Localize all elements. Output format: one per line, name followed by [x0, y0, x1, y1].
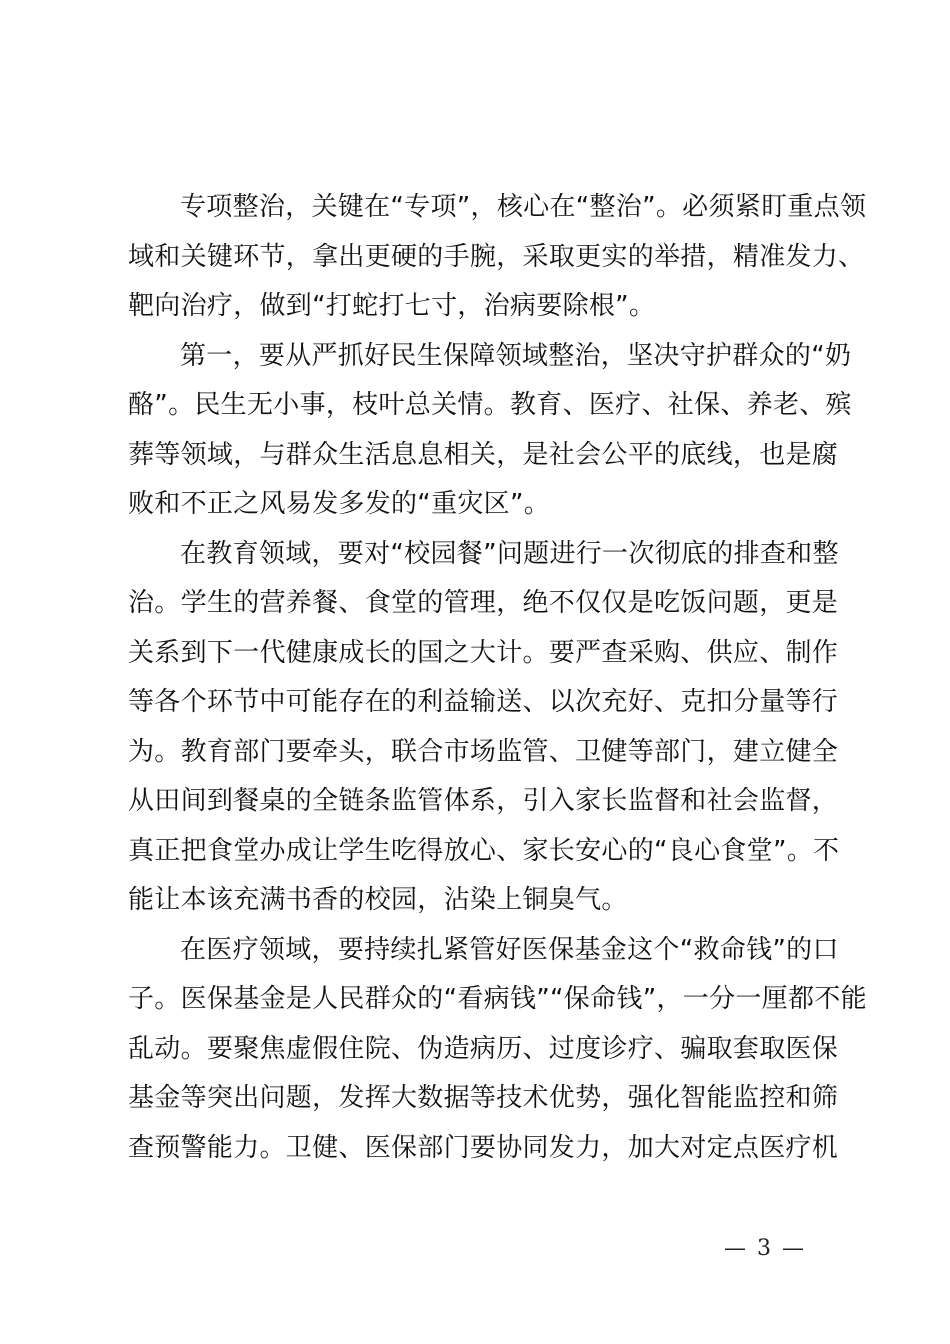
text-line: 在医疗领域，要持续扎紧管好医保基金这个“救命钱”的口 — [180, 934, 839, 965]
text-line: 域和关键环节，拿出更硬的手腕，采取更实的举措，精准发力、 — [128, 241, 865, 272]
paragraph-1 — [128, 183, 867, 332]
text-line: 基金等突出问题，发挥大数据等技术优势，强化智能监控和筛 — [128, 1083, 839, 1113]
paragraph-2 — [128, 332, 852, 530]
text-line: 真正把食堂办成让学生吃得放心、家长安心的“良心食堂”。不 — [128, 835, 840, 866]
text-line: 能让本该充满书香的校园，沾染上铜臭气。 — [128, 885, 628, 915]
text-line: 专项整治，关键在“专项”，核心在“整治”。必须紧盯重点领 — [180, 192, 867, 222]
paragraph-4 — [128, 926, 867, 1174]
text-line: 靶向治疗，做到“打蛇打七寸，治病要除根”。 — [128, 291, 656, 321]
text-line: 第一，要从严抓好民生保障领域整治，坚决守护群众的“奶 — [180, 340, 852, 371]
text-line: 酪”。民生无小事，枝叶总关情。教育、医疗、社保、养老、殡 — [128, 390, 852, 420]
document-body — [128, 183, 867, 1173]
page-number: — 3 — — [724, 1236, 806, 1261]
text-line: 等各个环节中可能存在的利益输送、以次充好、克扣分量等行 — [128, 687, 839, 717]
text-line: 为。教育部门要牵头，联合市场监管、卫健等部门，建立健全 — [128, 736, 839, 767]
text-line: 治。学生的营养餐、食堂的管理，绝不仅仅是吃饭问题，更是 — [128, 588, 839, 618]
text-line: 关系到下一代健康成长的国之大计。要严查采购、供应、制作 — [128, 637, 839, 668]
text-line: 查预警能力。卫健、医保部门要协同发力，加大对定点医疗机 — [128, 1132, 839, 1163]
text-line: 乱动。要聚焦虚假住院、伪造病历、过度诊疗、骗取套取医保 — [128, 1033, 839, 1064]
text-line: 败和不正之风易发多发的“重灾区”。 — [128, 489, 551, 519]
text-line: 在教育领域，要对“校园餐”问题进行一次彻底的排查和整 — [180, 538, 839, 569]
text-line: 葬等领域，与群众生活息息相关，是社会公平的底线，也是腐 — [128, 439, 839, 470]
text-line: 从田间到餐桌的全链条监管体系，引入家长监督和社会监督， — [128, 786, 839, 816]
paragraph-3 — [128, 530, 840, 926]
text-line: 子。医保基金是人民群众的“看病钱”“保命钱”，一分一厘都不能 — [128, 984, 867, 1014]
